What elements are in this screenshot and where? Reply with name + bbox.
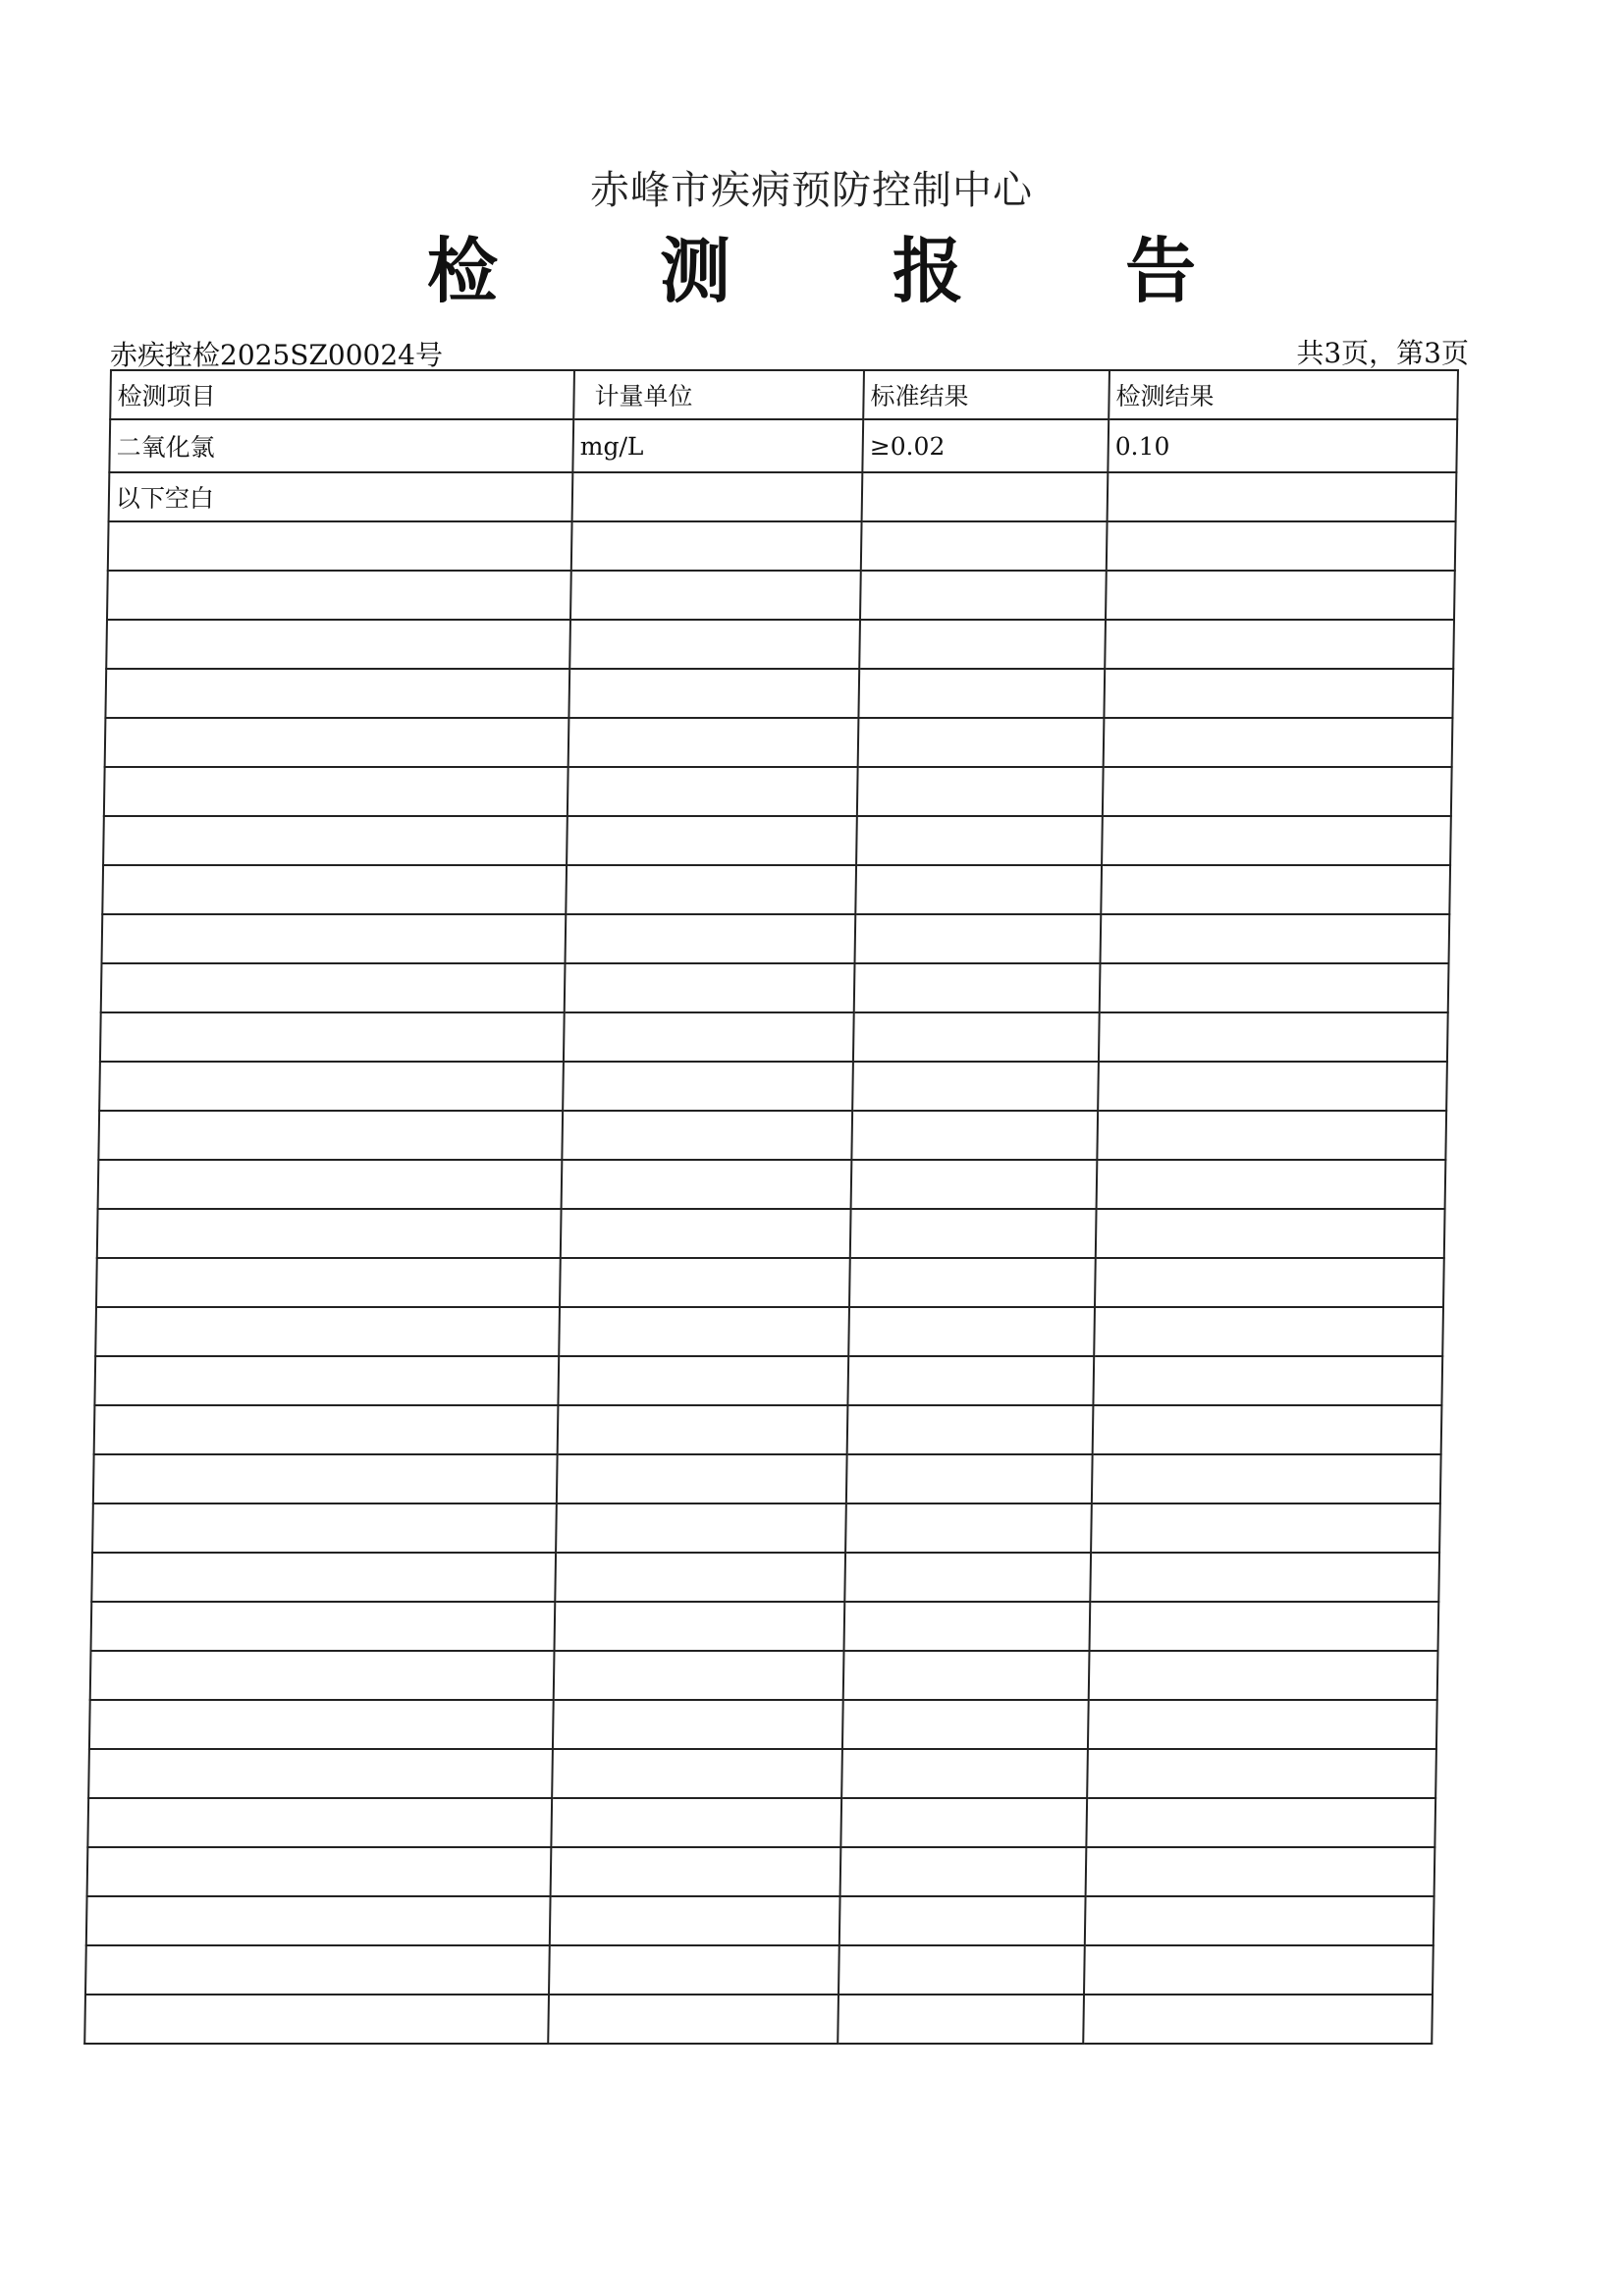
empty-table-row xyxy=(105,669,1453,718)
empty-cell xyxy=(95,1307,560,1356)
empty-cell xyxy=(856,816,1103,865)
empty-cell xyxy=(1092,1454,1441,1503)
empty-cell xyxy=(1096,1209,1445,1258)
empty-table-row xyxy=(91,1553,1439,1602)
empty-cell xyxy=(105,718,569,767)
empty-cell xyxy=(861,521,1108,571)
empty-table-row xyxy=(93,1454,1441,1503)
empty-cell xyxy=(1086,1798,1435,1847)
empty-cell xyxy=(568,669,859,718)
table-row xyxy=(109,419,1457,472)
column-header-item: 检测项目 xyxy=(110,370,574,419)
empty-cell xyxy=(849,1258,1096,1307)
empty-table-row xyxy=(100,1012,1448,1062)
empty-cell xyxy=(842,1700,1089,1749)
empty-cell xyxy=(556,1503,846,1553)
empty-cell xyxy=(88,1749,553,1798)
empty-table-row xyxy=(107,571,1455,620)
empty-cell xyxy=(559,1307,849,1356)
empty-cell xyxy=(840,1798,1087,1847)
empty-table-row xyxy=(87,1847,1435,1896)
empty-cell xyxy=(567,816,857,865)
empty-table-row xyxy=(105,718,1453,767)
cell-item: 以下空白 xyxy=(109,472,573,521)
empty-table-row xyxy=(101,914,1449,963)
empty-cell xyxy=(1103,767,1452,816)
empty-cell xyxy=(1100,963,1449,1012)
empty-cell xyxy=(1085,1896,1434,1945)
results-table xyxy=(83,369,1459,2045)
column-header-unit: 计量单位 xyxy=(573,370,864,419)
empty-cell xyxy=(847,1405,1094,1454)
empty-cell xyxy=(98,1160,563,1209)
empty-cell xyxy=(85,1945,550,1995)
empty-cell xyxy=(96,1258,561,1307)
empty-cell xyxy=(839,1945,1085,1995)
empty-cell xyxy=(102,865,567,914)
empty-cell xyxy=(551,1798,841,1847)
empty-cell xyxy=(564,1012,854,1062)
empty-table-row xyxy=(106,620,1454,669)
empty-cell xyxy=(87,1847,552,1896)
empty-cell xyxy=(90,1651,555,1700)
empty-cell xyxy=(548,1995,839,2044)
cell-result xyxy=(1108,472,1457,521)
empty-cell xyxy=(840,1847,1087,1896)
empty-cell xyxy=(1100,914,1449,963)
empty-cell xyxy=(1105,620,1454,669)
empty-cell xyxy=(1101,865,1450,914)
empty-cell xyxy=(1098,1062,1447,1111)
empty-cell xyxy=(86,1896,551,1945)
empty-table-row xyxy=(94,1405,1442,1454)
empty-cell xyxy=(1104,718,1453,767)
empty-cell xyxy=(841,1749,1088,1798)
empty-cell xyxy=(558,1405,848,1454)
empty-cell xyxy=(563,1062,853,1111)
empty-table-row xyxy=(99,1062,1447,1111)
cell-unit xyxy=(572,472,863,521)
empty-cell xyxy=(852,1062,1099,1111)
empty-cell xyxy=(848,1307,1095,1356)
empty-cell xyxy=(1097,1111,1446,1160)
empty-cell xyxy=(851,1111,1098,1160)
empty-cell xyxy=(1106,571,1455,620)
empty-table-row xyxy=(84,1995,1433,2044)
empty-cell xyxy=(1088,1700,1437,1749)
empty-cell xyxy=(100,1012,565,1062)
empty-cell xyxy=(853,1012,1100,1062)
empty-table-row xyxy=(98,1111,1446,1160)
empty-cell xyxy=(858,718,1105,767)
empty-cell xyxy=(104,767,568,816)
empty-cell xyxy=(855,865,1102,914)
empty-cell xyxy=(1094,1307,1443,1356)
empty-cell xyxy=(1087,1749,1436,1798)
empty-cell xyxy=(845,1503,1092,1553)
empty-cell xyxy=(1091,1503,1440,1553)
empty-cell xyxy=(1099,1012,1448,1062)
empty-cell xyxy=(94,1405,559,1454)
empty-cell xyxy=(92,1503,557,1553)
empty-cell xyxy=(1104,669,1453,718)
page-info: 共3页，第3页 xyxy=(1296,337,1469,369)
empty-cell xyxy=(1093,1356,1442,1405)
empty-cell xyxy=(106,620,570,669)
empty-cell xyxy=(554,1651,844,1700)
empty-cell xyxy=(851,1160,1098,1209)
empty-cell xyxy=(555,1553,845,1602)
empty-cell xyxy=(108,521,572,571)
empty-cell xyxy=(565,963,855,1012)
empty-cell xyxy=(859,620,1106,669)
empty-cell xyxy=(562,1111,852,1160)
empty-cell xyxy=(94,1356,559,1405)
empty-cell xyxy=(93,1454,558,1503)
empty-cell xyxy=(558,1356,848,1405)
empty-cell xyxy=(551,1847,841,1896)
empty-cell xyxy=(858,669,1105,718)
empty-cell xyxy=(569,620,860,669)
empty-cell xyxy=(549,1945,839,1995)
empty-cell xyxy=(568,767,858,816)
empty-cell xyxy=(554,1602,844,1651)
column-header-result: 检测结果 xyxy=(1109,370,1458,419)
empty-table-row xyxy=(101,963,1449,1012)
empty-cell xyxy=(1097,1160,1446,1209)
empty-table-row xyxy=(90,1651,1438,1700)
empty-table-row xyxy=(87,1798,1435,1847)
report-title: 检 测 报 告 xyxy=(426,229,1266,312)
empty-table-row xyxy=(89,1700,1437,1749)
empty-cell xyxy=(570,571,861,620)
empty-table-row xyxy=(88,1749,1436,1798)
empty-table-row xyxy=(103,816,1451,865)
empty-cell xyxy=(562,1160,852,1209)
empty-cell xyxy=(571,521,862,571)
empty-cell xyxy=(97,1209,562,1258)
empty-cell xyxy=(1107,521,1456,571)
cell-result: 0.10 xyxy=(1108,419,1457,472)
empty-cell xyxy=(568,718,859,767)
empty-cell xyxy=(560,1258,850,1307)
empty-cell xyxy=(89,1700,554,1749)
cell-item: 二氧化氯 xyxy=(109,419,573,472)
empty-cell xyxy=(566,865,856,914)
empty-cell xyxy=(850,1209,1097,1258)
empty-cell xyxy=(857,767,1104,816)
empty-cell xyxy=(860,571,1107,620)
empty-cell xyxy=(1083,1995,1433,2044)
table-header-row xyxy=(110,370,1458,419)
empty-cell xyxy=(550,1896,840,1945)
column-header-standard: 标准结果 xyxy=(863,370,1109,419)
empty-table-row xyxy=(104,767,1452,816)
empty-cell xyxy=(839,1896,1086,1945)
empty-cell xyxy=(854,963,1101,1012)
empty-cell xyxy=(1089,1602,1438,1651)
empty-table-row xyxy=(97,1209,1445,1258)
empty-cell xyxy=(1095,1258,1444,1307)
empty-table-row xyxy=(95,1307,1443,1356)
empty-cell xyxy=(91,1553,556,1602)
empty-cell xyxy=(84,1995,549,2044)
empty-cell xyxy=(1089,1651,1438,1700)
empty-cell xyxy=(843,1602,1090,1651)
empty-table-row xyxy=(86,1896,1434,1945)
empty-table-row xyxy=(85,1945,1434,1995)
empty-table-row xyxy=(98,1160,1446,1209)
empty-table-row xyxy=(92,1503,1440,1553)
cell-standard: ≥0.02 xyxy=(862,419,1109,472)
empty-cell xyxy=(105,669,569,718)
empty-cell xyxy=(561,1209,851,1258)
empty-cell xyxy=(1084,1945,1434,1995)
empty-cell xyxy=(553,1700,843,1749)
empty-cell xyxy=(843,1651,1090,1700)
empty-table-row xyxy=(96,1258,1444,1307)
empty-cell xyxy=(552,1749,842,1798)
empty-cell xyxy=(844,1553,1091,1602)
empty-cell xyxy=(847,1356,1094,1405)
organization-name: 赤峰市疾病预防控制中心 xyxy=(590,168,1033,213)
cell-standard xyxy=(862,472,1109,521)
empty-cell xyxy=(565,914,855,963)
empty-cell xyxy=(98,1111,563,1160)
empty-table-row xyxy=(94,1356,1442,1405)
empty-cell xyxy=(1086,1847,1435,1896)
empty-cell xyxy=(101,914,566,963)
empty-table-row xyxy=(102,865,1450,914)
empty-cell xyxy=(107,571,571,620)
empty-cell xyxy=(103,816,568,865)
empty-cell xyxy=(854,914,1101,963)
empty-cell xyxy=(846,1454,1093,1503)
table-row xyxy=(109,472,1457,521)
empty-cell xyxy=(557,1454,847,1503)
empty-cell xyxy=(90,1602,555,1651)
empty-cell xyxy=(87,1798,552,1847)
empty-cell xyxy=(99,1062,564,1111)
empty-cell xyxy=(101,963,566,1012)
empty-cell xyxy=(1102,816,1451,865)
cell-unit: mg/L xyxy=(572,419,863,472)
empty-cell xyxy=(1090,1553,1439,1602)
report-number: 赤疾控检2025SZ00024号 xyxy=(110,339,443,371)
empty-cell xyxy=(838,1995,1084,2044)
empty-table-row xyxy=(108,521,1456,571)
empty-table-row xyxy=(90,1602,1438,1651)
empty-cell xyxy=(1093,1405,1442,1454)
